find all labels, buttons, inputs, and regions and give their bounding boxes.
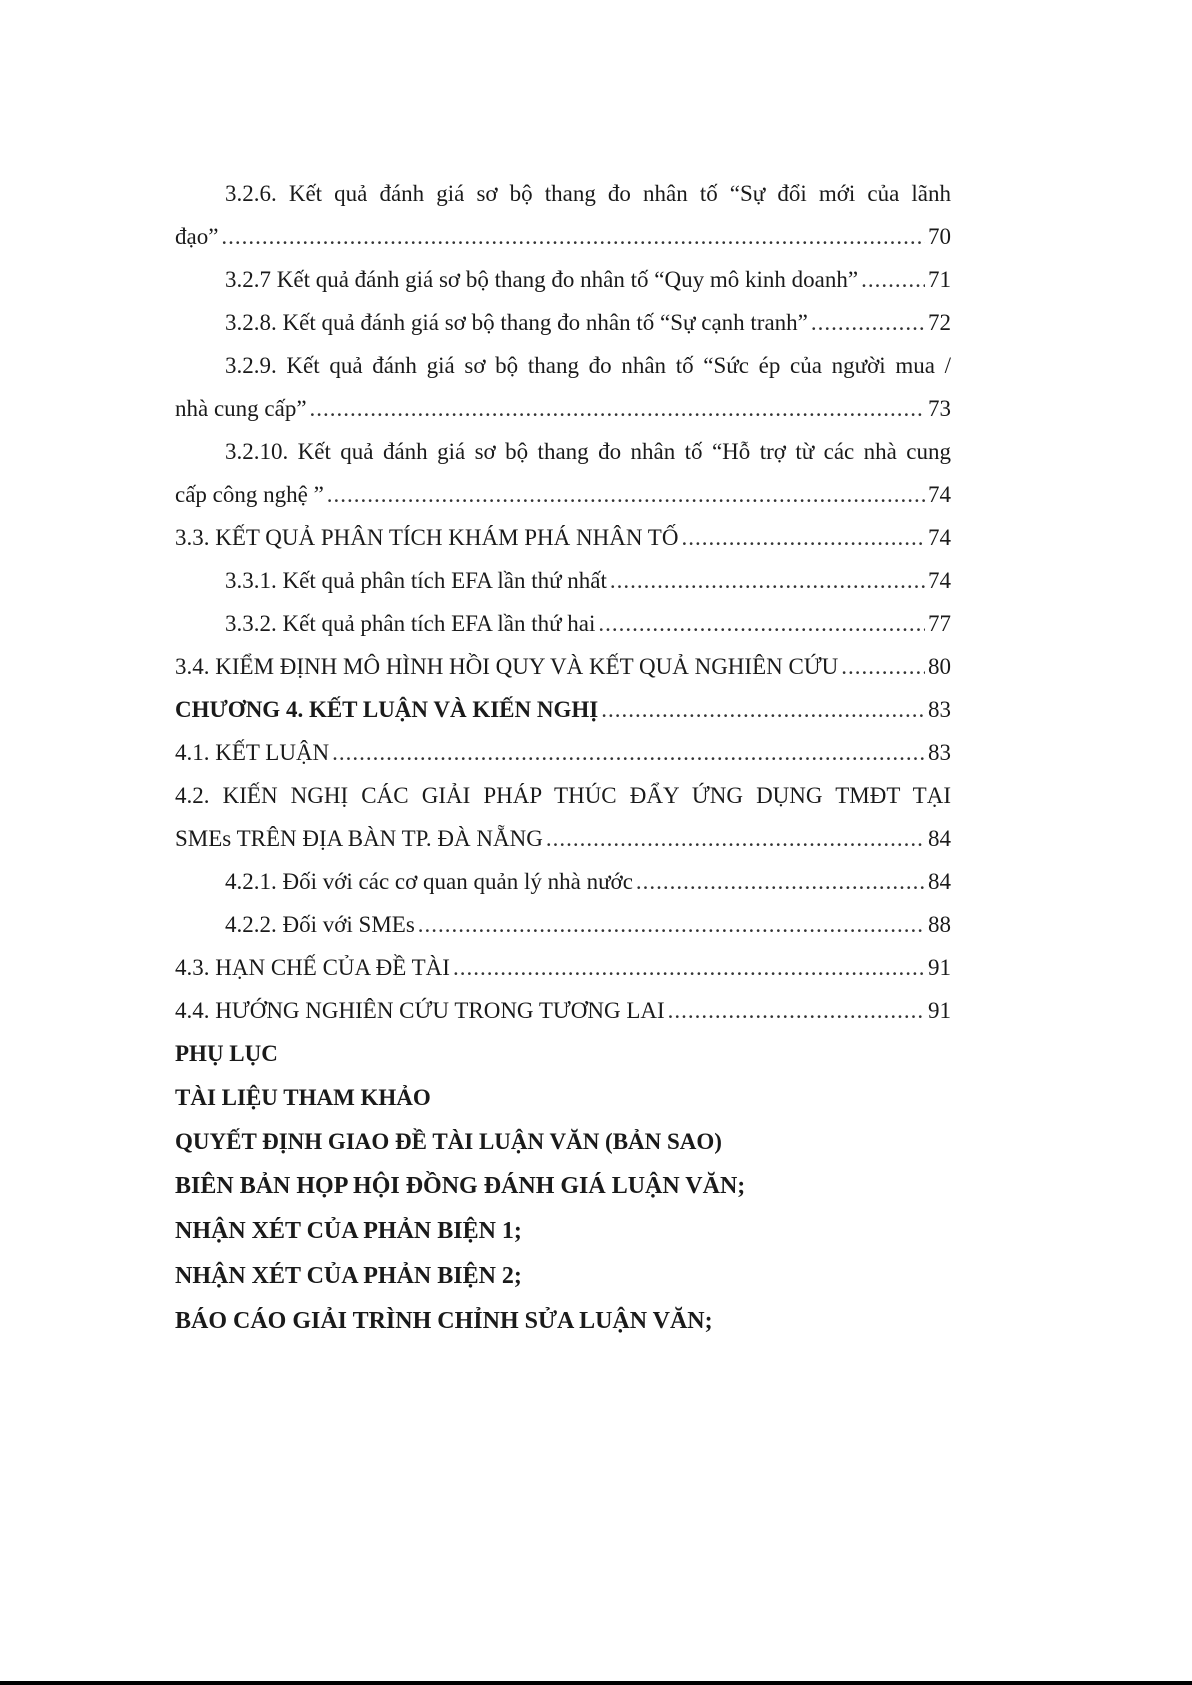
page-number: 83 (928, 697, 951, 722)
table-of-contents (175, 172, 951, 1344)
dot-leader (310, 387, 925, 430)
toc-entry-4-3 (175, 946, 951, 989)
toc-entry-4-2-1 (175, 860, 951, 903)
toc-entry-3-3 (175, 516, 951, 559)
appendix-heading-phu-luc: PHỤ LỤC (175, 1041, 278, 1066)
dot-leader (610, 559, 925, 602)
page-number: 80 (928, 654, 951, 679)
dot-leader (841, 645, 925, 688)
page-number: 91 (928, 998, 951, 1023)
toc-entry-text: 3.3. KẾT QUẢ PHÂN TÍCH KHÁM PHÁ NHÂN TỐ (175, 525, 679, 550)
page-number: 70 (928, 224, 951, 249)
appendix-heading-references: TÀI LIỆU THAM KHẢO (175, 1085, 431, 1110)
page-number: 71 (928, 267, 951, 292)
toc-entry-text: 3.3.2. Kết quả phân tích EFA lần thứ hai (225, 611, 596, 636)
dot-leader (598, 602, 925, 645)
page-number: 74 (928, 568, 951, 593)
toc-entry-text: 3.2.7 Kết quả đánh giá sơ bộ thang đo nhân tố “Quy mô kinh doanh” (225, 267, 859, 292)
page-number: 74 (928, 525, 951, 550)
page-number: 73 (928, 396, 951, 421)
toc-entry-3-3-1 (175, 559, 951, 602)
toc-entry-3-2-7 (175, 258, 951, 301)
toc-entry-3-3-2 (175, 602, 951, 645)
page-number: 72 (928, 310, 951, 335)
toc-entry-4-4 (175, 989, 951, 1032)
dot-leader (668, 989, 925, 1032)
toc-entry-4-2 (175, 774, 951, 860)
toc-entry-text: 4.2.1. Đối với các cơ quan quản lý nhà nước (225, 869, 633, 894)
toc-entry-3-2-6 (175, 172, 951, 258)
appendix-heading-decision: QUYẾT ĐỊNH GIAO ĐỀ TÀI LUẬN VĂN (BẢN SAO) (175, 1129, 722, 1154)
toc-entry-text: 4.2.2. Đối với SMEs (225, 912, 415, 937)
toc-entry-chapter-4 (175, 688, 951, 731)
page-number: 88 (928, 912, 951, 937)
appendix-heading-council-minutes: BIÊN BẢN HỌP HỘI ĐỒNG ĐÁNH GIÁ LUẬN VĂN; (175, 1173, 746, 1199)
toc-entry-text: 4.4. HƯỚNG NGHIÊN CỨU TRONG TƯƠNG LAI (175, 998, 665, 1023)
appendix-heading-reviewer-1: NHẬN XÉT CỦA PHẢN BIỆN 1; (175, 1218, 522, 1244)
dot-leader (811, 301, 925, 344)
page-number: 91 (928, 955, 951, 980)
toc-entry-3-2-10 (175, 430, 951, 516)
toc-entry-text-cont: SMEs TRÊN ĐỊA BÀN TP. ĐÀ NẴNG (175, 826, 543, 851)
dot-leader (681, 516, 925, 559)
toc-entry-text: 3.2.8. Kết quả đánh giá sơ bộ thang đo nhân tố “Sự cạnh tranh” (225, 310, 808, 335)
toc-entry-3-4 (175, 645, 951, 688)
toc-entry-text: 4.3. HẠN CHẾ CỦA ĐỀ TÀI (175, 955, 450, 980)
toc-entry-text: 3.3.1. Kết quả phân tích EFA lần thứ nhất (225, 568, 607, 593)
dot-leader (546, 817, 925, 860)
toc-entry-text: 4.1. KẾT LUẬN (175, 740, 330, 765)
toc-entry-3-2-9 (175, 344, 951, 430)
page-number: 84 (928, 869, 951, 894)
toc-entry-text: 4.2. KIẾN NGHỊ CÁC GIẢI PHÁP THÚC ĐẨY ỨNG DỤNG TMĐT TẠI (175, 783, 951, 808)
page-number: 84 (928, 826, 951, 851)
toc-entry-text: 3.2.6. Kết quả đánh giá sơ bộ thang đo nhân tố “Sự đổi mới của lãnh (225, 181, 951, 206)
appendix-heading-reviewer-2: NHẬN XÉT CỦA PHẢN BIỆN 2; (175, 1263, 522, 1289)
dot-leader (332, 731, 925, 774)
dot-leader (221, 215, 925, 258)
toc-entry-4-2-2 (175, 903, 951, 946)
toc-entry-text-cont: nhà cung cấp” (175, 396, 307, 421)
toc-entry-3-2-8 (175, 301, 951, 344)
toc-entry-text: CHƯƠNG 4. KẾT LUẬN VÀ KIẾN NGHỊ (175, 697, 599, 722)
page-number: 83 (928, 740, 951, 765)
toc-entry-text: 3.2.9. Kết quả đánh giá sơ bộ thang đo nhân tố “Sức ép của người mua / (225, 353, 951, 378)
dot-leader (636, 860, 925, 903)
dot-leader (418, 903, 925, 946)
appendix-heading-revision-report: BÁO CÁO GIẢI TRÌNH CHỈNH SỬA LUẬN VĂN; (175, 1308, 713, 1334)
toc-entry-text: 3.4. KIỂM ĐỊNH MÔ HÌNH HỒI QUY VÀ KẾT QUẢ NGHIÊN CỨU (175, 654, 839, 679)
toc-entry-text: 3.2.10. Kết quả đánh giá sơ bộ thang đo nhân tố “Hỗ trợ từ các nhà cung (225, 439, 951, 464)
toc-entry-4-1 (175, 731, 951, 774)
dot-leader (327, 473, 925, 516)
dot-leader (601, 688, 925, 731)
page-number: 77 (928, 611, 951, 636)
toc-entry-text-cont: cấp công nghệ ” (175, 482, 324, 507)
toc-entry-text-cont: đạo” (175, 224, 219, 249)
page-number: 74 (928, 482, 951, 507)
bottom-edge-rule (0, 1681, 1192, 1685)
dot-leader (453, 946, 925, 989)
dot-leader (861, 258, 925, 301)
